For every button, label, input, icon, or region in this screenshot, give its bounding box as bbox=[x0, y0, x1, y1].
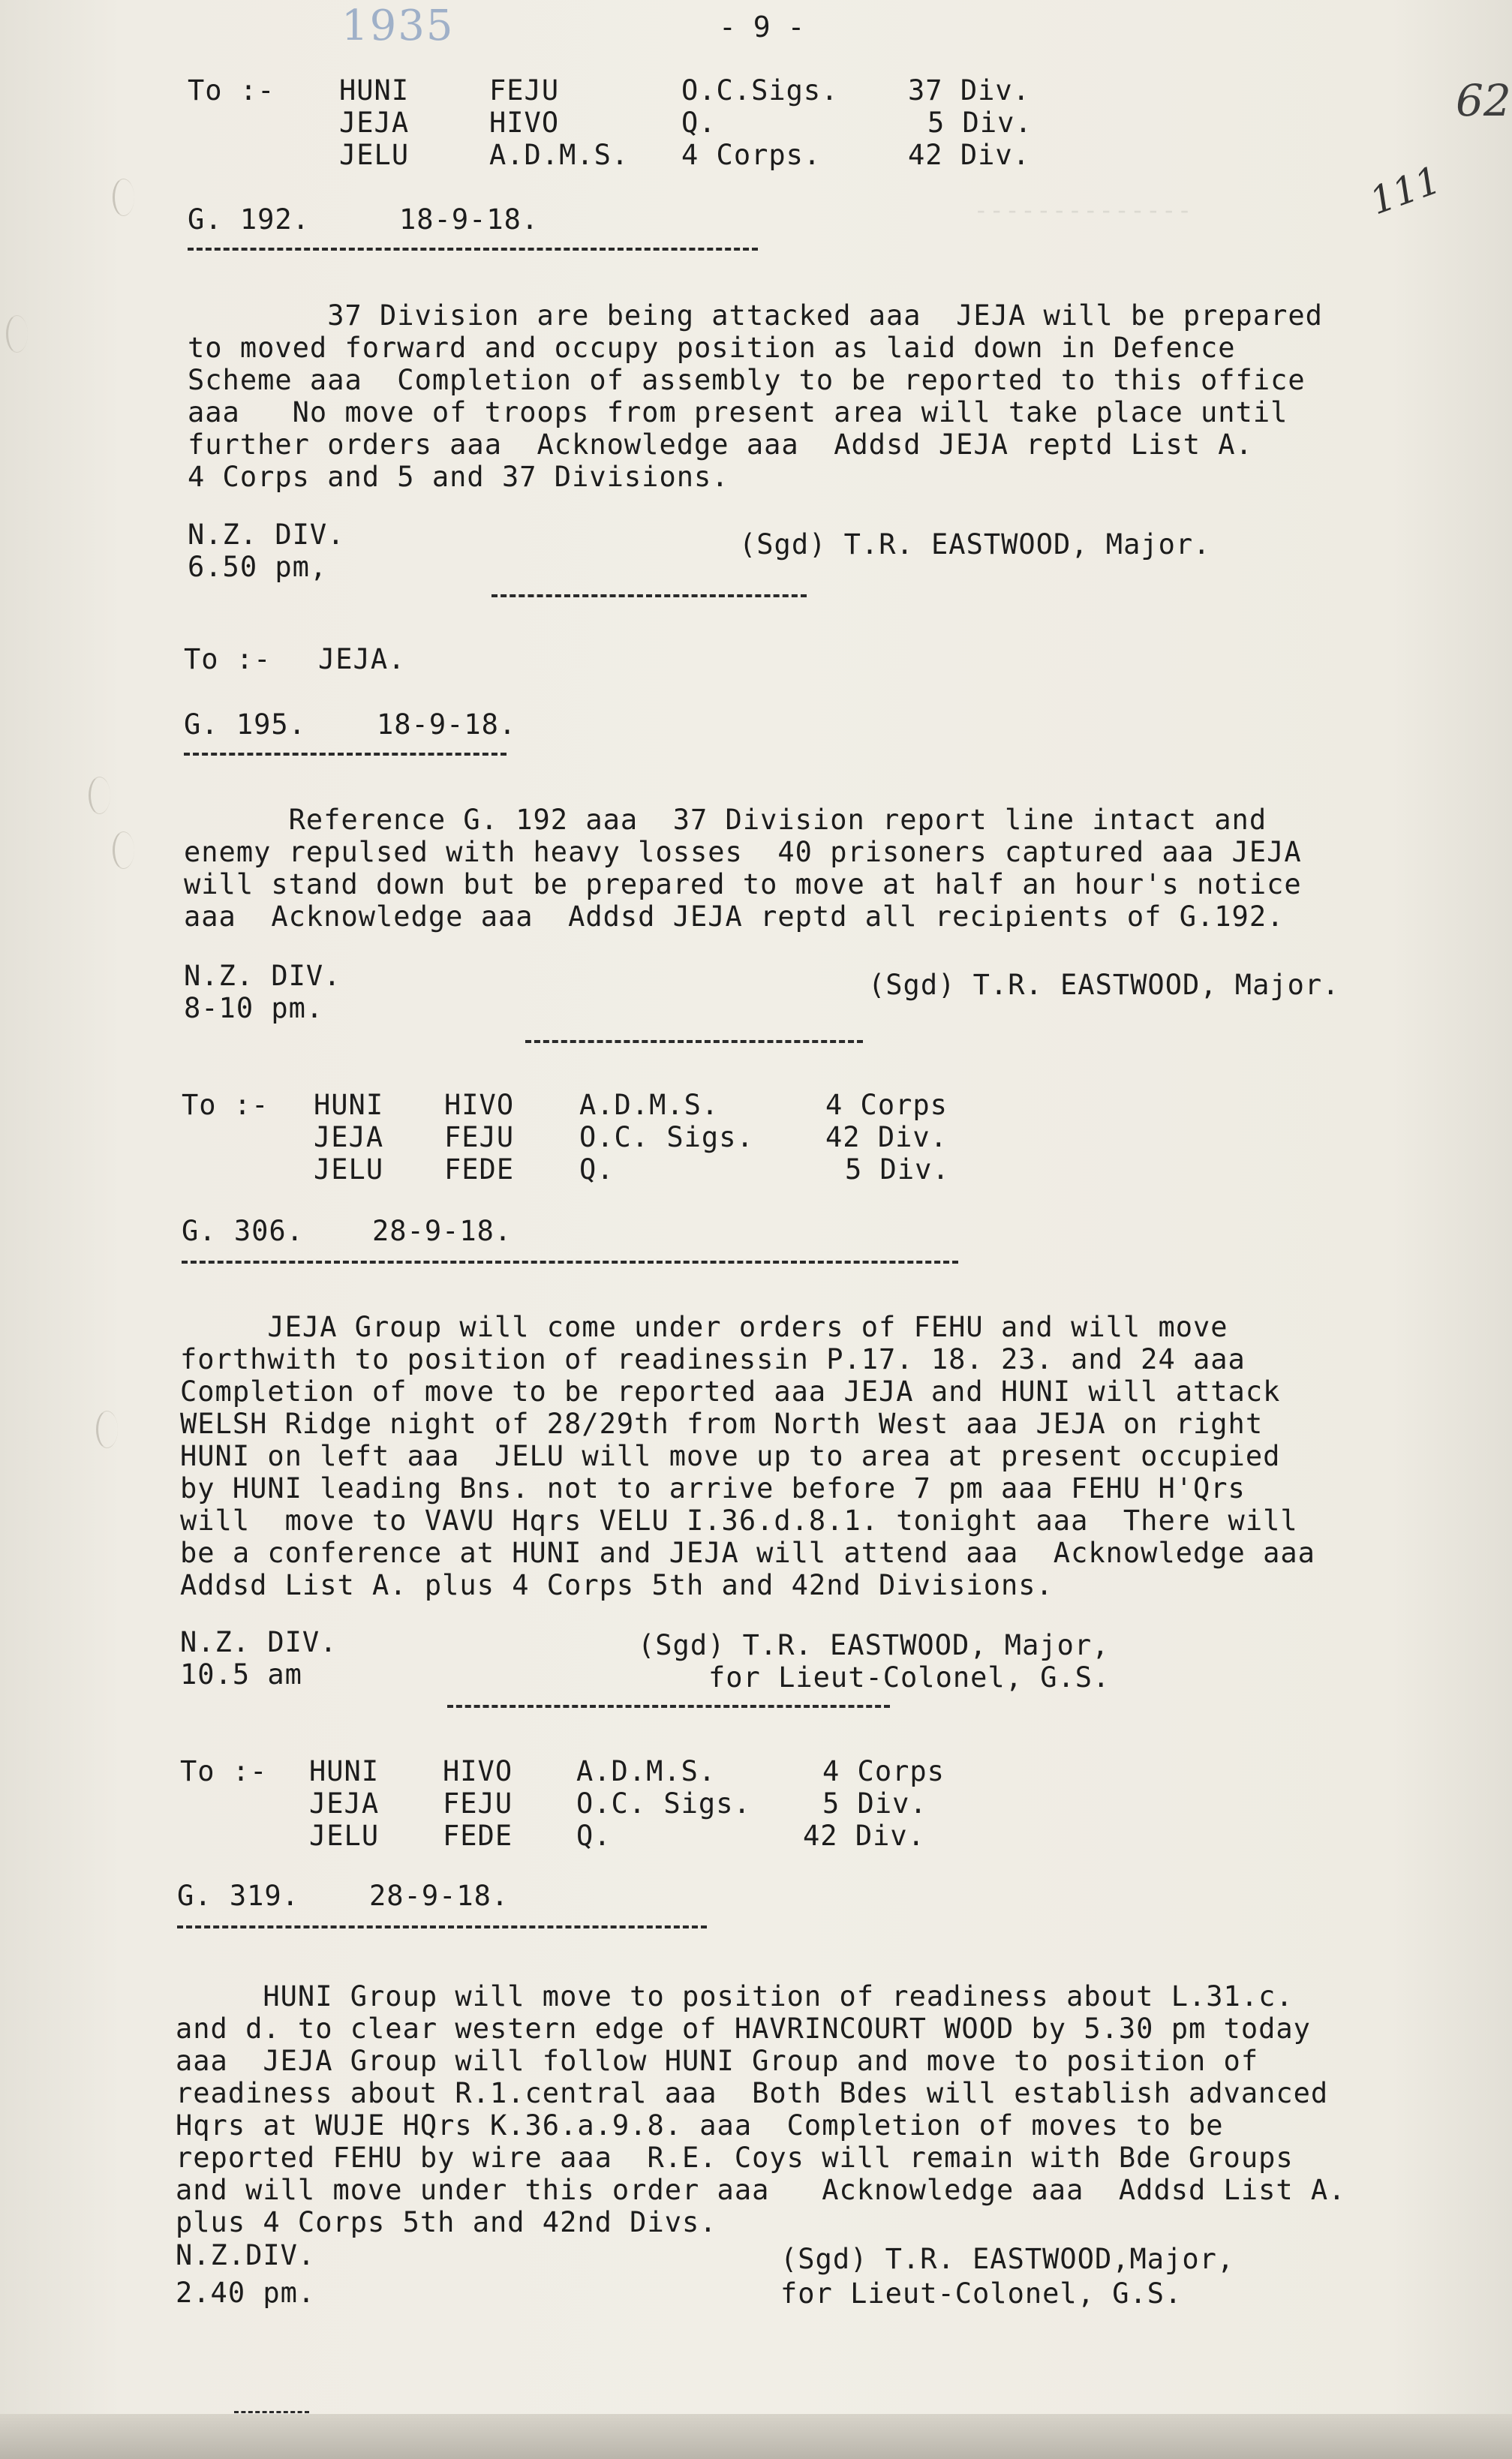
pencil-mark: 111 bbox=[1363, 158, 1447, 224]
punch-hole bbox=[113, 179, 134, 216]
signature: (Sgd) T.R. EASTWOOD, Major. bbox=[868, 969, 1340, 1001]
message-ref: G. 319. bbox=[177, 1880, 299, 1912]
recipient: HUNI bbox=[339, 74, 410, 107]
body-line: by HUNI leading Bns. not to arrive before 7 pm aaa FEHU H'Qrs bbox=[180, 1472, 1246, 1505]
recipient: HUNI bbox=[309, 1755, 380, 1787]
message-ref: G. 192. bbox=[188, 203, 310, 236]
recipient: FEJU bbox=[489, 74, 560, 107]
body-line: Addsd List A. plus 4 Corps 5th and 42nd Divisions. bbox=[180, 1569, 1054, 1601]
body-line: aaa JEJA Group will follow HUNI Group and move to position of bbox=[176, 2045, 1259, 2077]
recipient: FEJU bbox=[443, 1787, 513, 1820]
origin: N.Z. DIV. bbox=[184, 960, 341, 992]
origin: N.Z. DIV. bbox=[180, 1626, 338, 1658]
body-line: Scheme aaa Completion of assembly to be reported to this office bbox=[188, 364, 1306, 396]
signature: (Sgd) T.R. EASTWOOD, Major, bbox=[638, 1629, 1110, 1661]
punch-hole bbox=[113, 831, 134, 869]
recipient: JEJA bbox=[339, 107, 410, 139]
body-line: Completion of move to be reported aaa JEJA and HUNI will attack bbox=[180, 1375, 1281, 1408]
body-line: readiness about R.1.central aaa Both Bdes will establish advanced bbox=[176, 2077, 1329, 2109]
message-time: 10.5 am bbox=[180, 1658, 302, 1691]
recipient: 5 Div. bbox=[822, 1787, 927, 1820]
recipient: JEJA bbox=[309, 1787, 380, 1820]
recipient: JELU bbox=[339, 139, 410, 171]
recipient: 5 Div. bbox=[845, 1153, 950, 1186]
recipient: 37 Div. bbox=[908, 74, 1030, 107]
to-label: To :- bbox=[182, 1089, 269, 1121]
recipient: FEDE bbox=[443, 1820, 513, 1852]
message-time: 8-10 pm. bbox=[184, 992, 324, 1024]
dashed-rule bbox=[182, 1261, 958, 1264]
cut-off-rule bbox=[234, 2411, 309, 2413]
body-line: to moved forward and occupy position as laid down in Defence bbox=[188, 332, 1236, 364]
recipient: JEJA bbox=[314, 1121, 384, 1153]
recipient: 5 Div. bbox=[927, 107, 1033, 139]
message-date: 28-9-18. bbox=[372, 1215, 513, 1247]
to-label: To :- bbox=[180, 1755, 268, 1787]
body-line: and d. to clear western edge of HAVRINCOURT WOOD by 5.30 pm today bbox=[176, 2013, 1311, 2045]
recipient: 4 Corps. bbox=[681, 139, 822, 171]
body-line: HUNI Group will move to position of readiness about L.31.c. bbox=[176, 1980, 1294, 2013]
year-stamp: 1935 bbox=[341, 2, 455, 50]
origin: N.Z. DIV. bbox=[188, 519, 345, 551]
body-line: 37 Division are being attacked aaa JEJA will be prepared bbox=[188, 299, 1323, 332]
body-line: and will move under this order aaa Acknowledge aaa Addsd List A. bbox=[176, 2174, 1346, 2206]
to-label: To :- bbox=[188, 74, 275, 107]
bleed-through-text: -------------- bbox=[660, 195, 1193, 224]
dashed-rule bbox=[177, 1925, 707, 1928]
body-line: be a conference at HUNI and JEJA will attend aaa Acknowledge aaa bbox=[180, 1537, 1315, 1569]
recipient: 42 Div. bbox=[803, 1820, 925, 1852]
message-time: 6.50 pm, bbox=[188, 551, 328, 583]
recipient: HIVO bbox=[443, 1755, 513, 1787]
message-date: 18-9-18. bbox=[399, 203, 540, 236]
body-line: forthwith to position of readinessin P.17. 18. 23. and 24 aaa bbox=[180, 1343, 1246, 1375]
page-number: - 9 - bbox=[719, 11, 805, 44]
body-line: reported FEHU by wire aaa R.E. Coys will remain with Bde Groups bbox=[176, 2142, 1294, 2174]
body-line: further orders aaa Acknowledge aaa Addsd JEJA reptd List A. bbox=[188, 428, 1253, 461]
page-bottom-edge bbox=[0, 2414, 1512, 2459]
body-line: plus 4 Corps 5th and 42nd Divs. bbox=[176, 2206, 717, 2238]
recipient: O.C.Sigs. bbox=[681, 74, 839, 107]
message-ref: G. 306. bbox=[182, 1215, 304, 1247]
recipient: JELU bbox=[309, 1820, 380, 1852]
body-line: Reference G. 192 aaa 37 Division report line intact and bbox=[184, 804, 1267, 836]
body-line: enemy repulsed with heavy losses 40 prisoners captured aaa JEJA bbox=[184, 836, 1302, 868]
recipient: O.C. Sigs. bbox=[576, 1787, 751, 1820]
body-line: aaa No move of troops from present area will take place until bbox=[188, 396, 1288, 428]
recipient: HIVO bbox=[444, 1089, 515, 1121]
punch-hole bbox=[96, 1411, 118, 1448]
recipient: JEJA. bbox=[318, 643, 406, 675]
recipient: FEJU bbox=[444, 1121, 515, 1153]
dashed-rule bbox=[447, 1705, 890, 1708]
body-line: WELSH Ridge night of 28/29th from North West aaa JEJA on right bbox=[180, 1408, 1264, 1440]
recipient: Q. bbox=[576, 1820, 612, 1852]
body-line: aaa Acknowledge aaa Addsd JEJA reptd all recipients of G.192. bbox=[184, 900, 1285, 933]
message-date: 28-9-18. bbox=[369, 1880, 510, 1912]
recipient: A.D.M.S. bbox=[579, 1089, 720, 1121]
message-time: 2.40 pm. bbox=[176, 2277, 316, 2309]
recipient: 42 Div. bbox=[825, 1121, 948, 1153]
recipient: A.D.M.S. bbox=[489, 139, 630, 171]
punch-hole bbox=[89, 777, 110, 814]
dashed-rule bbox=[188, 248, 758, 251]
recipient: O.C. Sigs. bbox=[579, 1121, 754, 1153]
body-line: Hqrs at WUJE HQrs K.36.a.9.8. aaa Completion of moves to be bbox=[176, 2109, 1224, 2142]
origin: N.Z.DIV. bbox=[176, 2239, 316, 2271]
body-line: will stand down but be prepared to move at half an hour's notice bbox=[184, 868, 1302, 900]
recipient: HUNI bbox=[314, 1089, 384, 1121]
recipient: 42 Div. bbox=[908, 139, 1030, 171]
punch-hole bbox=[6, 315, 28, 353]
margin-number: 62 bbox=[1456, 75, 1511, 126]
recipient: FEDE bbox=[444, 1153, 515, 1186]
recipient: HIVO bbox=[489, 107, 560, 139]
body-line: will move to VAVU Hqrs VELU I.36.d.8.1. tonight aaa There will bbox=[180, 1505, 1298, 1537]
dashed-rule bbox=[184, 753, 507, 756]
recipient: 4 Corps bbox=[825, 1089, 948, 1121]
signature-line-2: for Lieut-Colonel, G.S. bbox=[708, 1661, 1111, 1694]
dashed-rule bbox=[491, 594, 807, 597]
recipient: 4 Corps bbox=[822, 1755, 945, 1787]
signature: (Sgd) T.R. EASTWOOD,Major, bbox=[780, 2243, 1235, 2275]
message-ref: G. 195. bbox=[184, 708, 306, 741]
recipient: Q. bbox=[681, 107, 717, 139]
recipient: JELU bbox=[314, 1153, 384, 1186]
dashed-rule bbox=[525, 1040, 863, 1043]
body-line: 4 Corps and 5 and 37 Divisions. bbox=[188, 461, 729, 493]
signature: (Sgd) T.R. EASTWOOD, Major. bbox=[739, 528, 1211, 561]
message-date: 18-9-18. bbox=[377, 708, 517, 741]
recipient: Q. bbox=[579, 1153, 615, 1186]
body-line: JEJA Group will come under orders of FEHU and will move bbox=[180, 1311, 1228, 1343]
body-line: HUNI on left aaa JELU will move up to area at present occupied bbox=[180, 1440, 1281, 1472]
signature-line-2: for Lieut-Colonel, G.S. bbox=[780, 2277, 1183, 2310]
recipient: A.D.M.S. bbox=[576, 1755, 717, 1787]
to-label: To :- bbox=[184, 643, 272, 675]
